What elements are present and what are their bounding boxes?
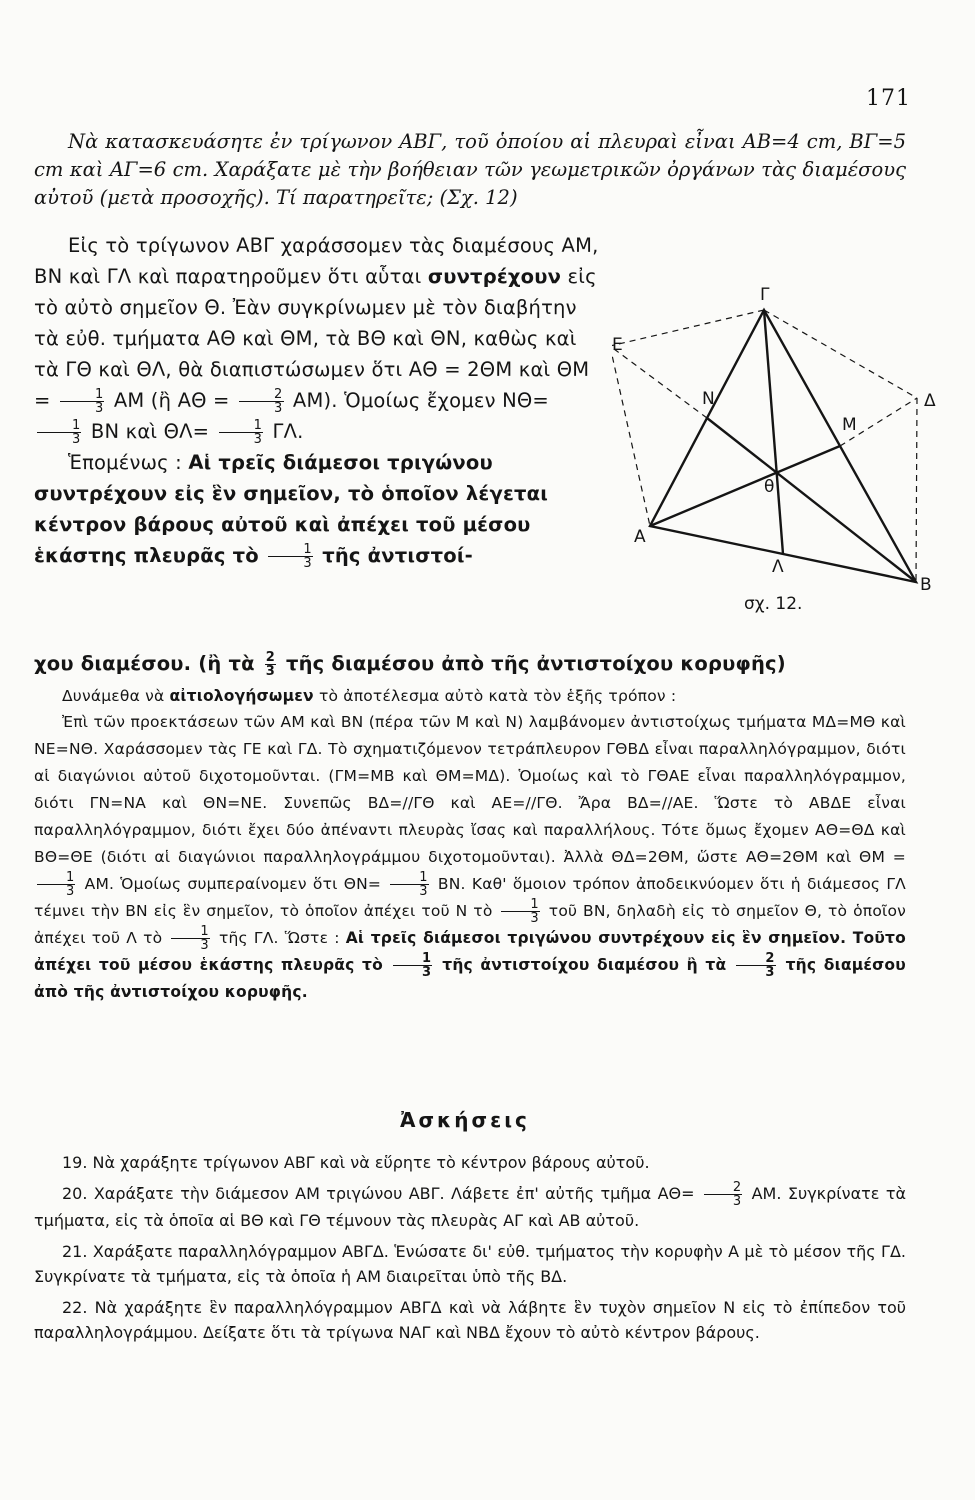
emphasis-run: Αἱ τρεῖς διάμεσοι τριγώνου συντρέχουν εἰς ἓν σημεῖον, τὸ ὁποῖον λέγεται κέντρον βάρους αὐτοῦ καὶ ἀπέχει τοῦ μέσου ἑκάστης πλευρᾶς τὸ	[34, 451, 549, 567]
exercises-list	[34, 1150, 906, 1345]
fraction-numerator: 2	[265, 650, 275, 665]
text-run: τὸ ἀποτέλεσμα αὐτὸ κατὰ τὸν ἑξῆς τρόπον :	[318, 687, 677, 705]
fraction-numerator: 1	[60, 388, 104, 402]
text-run: ΒΝ καὶ ΘΛ=	[90, 420, 210, 443]
exercises-heading: Ἀσκήσεις	[400, 1108, 530, 1132]
proof-section	[34, 684, 906, 1006]
fraction	[393, 952, 432, 979]
fraction-numerator: 1	[219, 419, 263, 433]
fraction	[37, 871, 75, 898]
fraction-numerator: 1	[171, 925, 209, 939]
text-run: Εἰς τὸ τρίγωνον ΑΒΓ χαράσσομεν τὰς διαμέσους ΑΜ, ΒΝ καὶ ΓΛ καὶ παρατηροῦμεν ὅτι αὗται	[34, 234, 599, 288]
text-run: Ἐπὶ τῶν προεκτάσεων τῶν ΑΜ καὶ ΒΝ (πέρα τῶν Μ καὶ Ν) λαμβάνομεν ἀντιστοίχως τμήματα ΜΔ=ΜΘ καὶ ΝΕ=ΝΘ. Χαράσσομεν τὰς ΓΕ καὶ ΓΔ. Τὸ σχηματιζόμενον τετράπλευρον ΓΘΒΔ εἶναι παραλληλόγραμμον, διότι αἱ διαγώνιοι αὐτοῦ διχοτομοῦνται. (ΓΜ=ΜΒ καὶ ΘΜ=ΜΔ). Ὁμοίως καὶ τὸ ΓΘΑΕ εἶναι παραλληλόγραμμον, διότι ΓΝ=ΝΑ καὶ ΘΝ=ΝΕ. Συνεπῶς ΒΔ=//ΓΘ καὶ ΑΕ=//ΓΘ. Ἄρα ΒΔ=//ΑΕ. Ὥστε τὸ ΑΒΔΕ εἶναι παραλληλόγραμμον, διότι ἔχει δύο ἀπέναντι πλευρὰς ἴσας καὶ παραλλήλους. Τότε ὅμως ἔχομεν ΑΘ=ΘΔ καὶ ΒΘ=ΘΕ (διότι αἱ διαγώνιοι παραλληλογράμμου διχοτομοῦνται). Ἀλλὰ ΘΔ=2ΘΜ, ὥστε ΑΘ=2ΘΜ καὶ ΘΜ =	[34, 713, 906, 866]
exercise-text: 21. Χαράξατε παραλληλόγραμμον ΑΒΓΔ. Ἑνώσατε δι' εὐθ. τμήματος τὴν κορυφὴν Α μὲ τὸ μέσον τῆς ΓΔ. Συγκρίνατε τὰ τμήματα, εἰς τὰ ὁποῖα ἡ ΑΜ διαιρεῖται ὑπὸ τῆς ΒΔ.	[34, 1242, 906, 1286]
fraction-denominator: 3	[200, 938, 209, 953]
exercise-item	[34, 1181, 906, 1233]
fraction-numerator: 1	[37, 419, 81, 433]
exercise-item	[34, 1239, 906, 1289]
problem-statement: Νὰ κατασκευάσητε ἐν τρίγωνον ΑΒΓ, τοῦ ὁποίου αἱ πλευραὶ εἶναι ΑΒ=4 cm, ΒΓ=5 cm καὶ ΑΓ=6 cm. Χαράξατε μὲ τὴν βοήθειαν τῶν γεωμετρικῶν ὀργάνων τὰς διαμέσους αὐτοῦ (μετὰ προσοχῆς). Τί παρατηρεῖτε; (Σχ. 12)	[34, 130, 906, 209]
fraction-denominator: 3	[94, 401, 104, 416]
fraction-denominator: 3	[274, 401, 283, 416]
fraction-numerator: 1	[393, 952, 432, 966]
text-run: ΑΜ. Ὁμοίως συμπεραίνομεν ὅτι ΘΝ=	[84, 875, 382, 893]
exercise-item	[34, 1150, 906, 1175]
label-theta: θ	[764, 477, 775, 497]
emphasis-run: συντρέχουν	[427, 265, 562, 288]
label-m: Μ	[842, 415, 857, 435]
fraction	[390, 871, 428, 898]
fraction-denominator: 3	[732, 1194, 742, 1209]
fraction-denominator: 3	[72, 432, 81, 447]
segment-ge	[612, 310, 764, 346]
label-d: Δ	[924, 391, 936, 411]
text-run: Ἑπομένως :	[68, 451, 182, 474]
median-gl	[764, 310, 783, 554]
fraction-numerator: 1	[37, 871, 75, 885]
fraction	[736, 952, 775, 979]
fraction	[171, 925, 209, 952]
fraction-numerator: 1	[390, 871, 428, 885]
fraction-denominator: 3	[765, 965, 775, 980]
conclusion-paragraph	[34, 447, 604, 571]
explanation-paragraph	[34, 230, 604, 447]
fraction-denominator: 3	[66, 884, 75, 899]
fraction	[704, 1181, 742, 1208]
emphasis-run: αἰτιολογήσωμεν	[169, 687, 314, 705]
exercise-text: 19. Νὰ χαράξητε τρίγωνον ΑΒΓ καὶ νὰ εὕρητε τὸ κέντρον βάρους αὐτοῦ.	[62, 1153, 650, 1172]
fraction	[60, 388, 104, 415]
text-run: Δυνάμεθα νὰ	[62, 687, 165, 705]
emphasis-run: Αἱ τρεῖς διάμεσοι τριγώνου συντρέχουν εἰς ἓν σημεῖον. Τοῦτο ἀπέχει τοῦ μέσου ἑκάστης πλευρᾶς τὸ	[34, 929, 906, 974]
exercise-text: 20. Χαράξατε τὴν διάμεσον ΑΜ τριγώνου ΑΒΓ. Λάβετε ἐπ' αὐτῆς τμῆμα ΑΘ=	[62, 1184, 695, 1203]
emphasis-run: τῆς ἀντιστοί-	[322, 544, 473, 567]
median-bn	[707, 418, 916, 582]
text-run: τῆς διαμέσου ἀπὸ τῆς ἀντιστοίχου κορυφῆς)	[285, 652, 786, 675]
label-l: Λ	[772, 557, 784, 577]
fraction	[37, 419, 81, 446]
fraction-numerator: 2	[736, 952, 775, 966]
proof-intro	[34, 684, 906, 709]
figure-12	[612, 280, 942, 620]
fraction-denominator: 3	[419, 884, 428, 899]
text-run: ΑΜ (ἢ ΑΘ =	[113, 389, 230, 412]
fraction-numerator: 1	[501, 898, 539, 912]
triangle-medians-diagram	[612, 280, 942, 620]
median-am	[650, 446, 840, 526]
text-run: τῆς ΓΛ. Ὥστε :	[218, 929, 340, 947]
exercise-text: ΑΜ. Συγκρίνατε τὰ τμήματα, εἰς τὰ ὁποῖα αἱ ΒΘ καὶ ΓΘ τέμνουν τὰς πλευρὰς ΑΓ καὶ ΑΒ αὐτοῦ.	[34, 1184, 907, 1230]
fraction	[265, 651, 276, 678]
fraction-denominator: 3	[303, 556, 312, 571]
label-e: Ε	[612, 335, 623, 355]
label-a: Α	[634, 527, 646, 547]
fraction-denominator: 3	[530, 911, 539, 926]
page-number: 171	[866, 86, 911, 111]
segment-bd	[916, 398, 917, 582]
label-g: Γ	[760, 285, 770, 305]
extension-ne	[612, 346, 707, 418]
conclusion-line	[34, 648, 906, 679]
text-run: ΒΝ. Καθ' ὅμοιον τρόπον ἀποδεικνύομεν ὅτι ἡ διάμεσος ΓΛ τέμνει τὴν ΒΝ εἰς ἓν σημεῖον, τὸ ὁποῖον ἀπέχει τοῦ Ν τὸ	[34, 875, 906, 920]
text-run: ΓΛ.	[272, 420, 304, 443]
emphasis-run: τῆς ἀντιστοίχου διαμέσου ἢ τὰ	[442, 956, 727, 974]
fraction-numerator: 2	[704, 1181, 742, 1195]
fraction-numerator: 2	[239, 388, 283, 402]
fraction-denominator: 3	[265, 664, 275, 679]
fraction	[219, 419, 263, 446]
exercise-item	[34, 1295, 906, 1345]
figure-caption: σχ. 12.	[744, 594, 803, 614]
proof-body	[34, 709, 906, 1006]
text-run: εἰς τὸ αὐτὸ σημεῖον Θ. Ἐὰν συγκρίνωμεν μὲ τὸν διαβήτην τὰ εὐθ. τμήματα ΑΘ καὶ ΘΜ, τὰ ΒΘ καὶ ΘΝ, καθὼς καὶ τὰ ΓΘ καὶ ΘΛ, θὰ διαπιστώσωμεν ὅτι ΑΘ = 2ΘΜ καὶ ΘΜ =	[34, 265, 597, 412]
fraction-denominator: 3	[421, 965, 432, 980]
fraction	[268, 543, 312, 570]
text-run: χου διαμέσου. (ἢ τὰ	[34, 652, 255, 675]
label-b: Β	[920, 575, 932, 595]
exercise-text: 22. Νὰ χαράξητε ἓν παραλληλόγραμμον ΑΒΓΔ καὶ νὰ λάβητε ἓν τυχὸν σημεῖον Ν εἰς τὸ ἐπίπεδον τοῦ παραλληλογράμμου. Δείξατε ὅτι τὰ τρίγωνα ΝΑΓ καὶ ΝΒΔ ἔχουν τὸ αὐτὸ κέντρον βάρους.	[34, 1298, 906, 1342]
emphasis-run: τῆς διαμέσου ἀπὸ τῆς ἀντιστοίχου κορυφῆς.	[34, 956, 906, 1001]
segment-gd	[764, 310, 917, 398]
fraction	[501, 898, 539, 925]
label-n: Ν	[702, 389, 715, 409]
segment-ae	[612, 346, 650, 526]
fraction-numerator: 1	[268, 543, 312, 557]
explanation-column	[34, 230, 604, 571]
text-run: ΑΜ). Ὁμοίως ἔχομεν ΝΘ=	[292, 389, 549, 412]
text-run: τοῦ ΒΝ, δηλαδὴ εἰς τὸ σημεῖον Θ, τὸ ὁποῖον ἀπέχει τοῦ Λ τὸ	[34, 902, 906, 947]
fraction	[239, 388, 283, 415]
fraction-denominator: 3	[253, 432, 263, 447]
conclusion-continued	[34, 648, 906, 679]
